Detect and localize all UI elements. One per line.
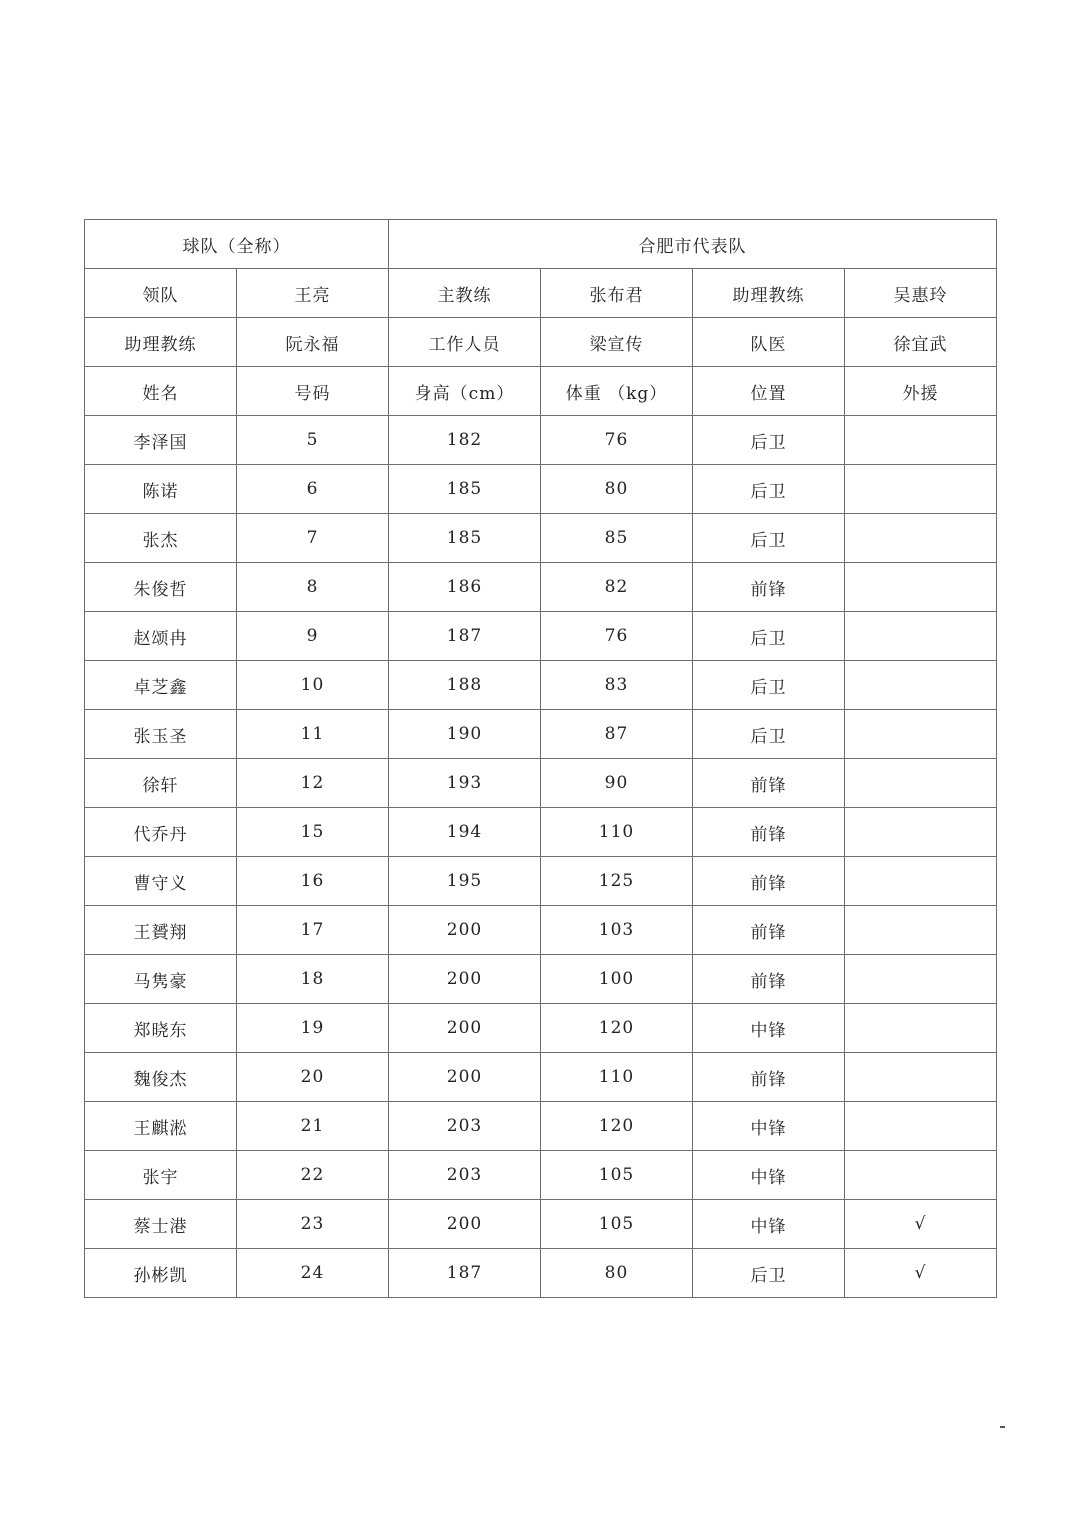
player-name: 蔡士港 <box>85 1200 237 1249</box>
player-name: 张宇 <box>85 1151 237 1200</box>
player-foreign-flag <box>845 1151 997 1200</box>
player-name: 郑晓东 <box>85 1004 237 1053</box>
player-weight: 80 <box>541 1249 693 1298</box>
player-number: 8 <box>237 563 389 612</box>
player-height: 193 <box>389 759 541 808</box>
player-weight: 100 <box>541 955 693 1004</box>
player-height: 200 <box>389 906 541 955</box>
player-position: 后卫 <box>693 1249 845 1298</box>
player-foreign-flag <box>845 465 997 514</box>
player-height: 194 <box>389 808 541 857</box>
player-name: 朱俊哲 <box>85 563 237 612</box>
table-row <box>85 1053 997 1102</box>
player-weight: 76 <box>541 612 693 661</box>
player-weight: 90 <box>541 759 693 808</box>
player-number: 22 <box>237 1151 389 1200</box>
player-name: 王麒淞 <box>85 1102 237 1151</box>
header-height: 身高（cm） <box>389 367 541 416</box>
table-row <box>85 857 997 906</box>
table-row <box>85 563 997 612</box>
player-foreign-flag <box>845 857 997 906</box>
player-name: 王贇翔 <box>85 906 237 955</box>
player-number: 9 <box>237 612 389 661</box>
player-position: 后卫 <box>693 710 845 759</box>
player-position: 后卫 <box>693 514 845 563</box>
player-weight: 87 <box>541 710 693 759</box>
player-position: 后卫 <box>693 661 845 710</box>
table-row <box>85 759 997 808</box>
table-row <box>85 1249 997 1298</box>
player-number: 19 <box>237 1004 389 1053</box>
head-coach-value: 张布君 <box>541 269 693 318</box>
player-position: 中锋 <box>693 1102 845 1151</box>
leader-value: 王亮 <box>237 269 389 318</box>
player-number: 24 <box>237 1249 389 1298</box>
player-weight: 80 <box>541 465 693 514</box>
table-row <box>85 1200 997 1249</box>
column-header-row <box>85 367 997 416</box>
player-height: 200 <box>389 955 541 1004</box>
assistant-coach-label: 助理教练 <box>693 269 845 318</box>
staff-label: 工作人员 <box>389 318 541 367</box>
player-foreign-flag <box>845 759 997 808</box>
player-weight: 82 <box>541 563 693 612</box>
player-weight: 85 <box>541 514 693 563</box>
leader-label: 领队 <box>85 269 237 318</box>
player-weight: 120 <box>541 1102 693 1151</box>
player-foreign-flag <box>845 563 997 612</box>
player-height: 200 <box>389 1053 541 1102</box>
table-row <box>85 1102 997 1151</box>
player-number: 6 <box>237 465 389 514</box>
player-height: 186 <box>389 563 541 612</box>
header-position: 位置 <box>693 367 845 416</box>
player-name: 曹守义 <box>85 857 237 906</box>
table-row <box>85 808 997 857</box>
staff-row-2 <box>85 318 997 367</box>
doctor-label: 队医 <box>693 318 845 367</box>
player-position: 前锋 <box>693 759 845 808</box>
player-foreign-flag: √ <box>845 1249 997 1298</box>
player-position: 后卫 <box>693 465 845 514</box>
player-number: 20 <box>237 1053 389 1102</box>
player-position: 中锋 <box>693 1004 845 1053</box>
player-foreign-flag: √ <box>845 1200 997 1249</box>
page-mark <box>1000 1426 1005 1428</box>
player-height: 203 <box>389 1102 541 1151</box>
player-number: 12 <box>237 759 389 808</box>
staff-value: 梁宣传 <box>541 318 693 367</box>
player-name: 徐轩 <box>85 759 237 808</box>
player-name: 孙彬凯 <box>85 1249 237 1298</box>
player-number: 21 <box>237 1102 389 1151</box>
player-weight: 110 <box>541 1053 693 1102</box>
player-number: 15 <box>237 808 389 857</box>
player-height: 188 <box>389 661 541 710</box>
player-height: 185 <box>389 514 541 563</box>
head-coach-label: 主教练 <box>389 269 541 318</box>
player-foreign-flag <box>845 416 997 465</box>
table-row <box>85 710 997 759</box>
player-position: 中锋 <box>693 1200 845 1249</box>
player-number: 10 <box>237 661 389 710</box>
player-foreign-flag <box>845 1102 997 1151</box>
player-height: 182 <box>389 416 541 465</box>
player-height: 200 <box>389 1004 541 1053</box>
player-weight: 105 <box>541 1200 693 1249</box>
player-name: 陈诺 <box>85 465 237 514</box>
header-name: 姓名 <box>85 367 237 416</box>
player-name: 张玉圣 <box>85 710 237 759</box>
player-weight: 110 <box>541 808 693 857</box>
player-number: 18 <box>237 955 389 1004</box>
player-position: 后卫 <box>693 612 845 661</box>
doctor-value: 徐宜武 <box>845 318 997 367</box>
player-number: 11 <box>237 710 389 759</box>
player-foreign-flag <box>845 661 997 710</box>
table-row <box>85 1004 997 1053</box>
player-name: 代乔丹 <box>85 808 237 857</box>
player-position: 前锋 <box>693 563 845 612</box>
table-row <box>85 661 997 710</box>
player-weight: 103 <box>541 906 693 955</box>
assistant-coach-label: 助理教练 <box>85 318 237 367</box>
player-foreign-flag <box>845 1053 997 1102</box>
assistant-coach-value: 吴惠玲 <box>845 269 997 318</box>
player-position: 中锋 <box>693 1151 845 1200</box>
player-height: 200 <box>389 1200 541 1249</box>
header-foreign: 外援 <box>845 367 997 416</box>
player-number: 5 <box>237 416 389 465</box>
table-row <box>85 612 997 661</box>
table-row <box>85 955 997 1004</box>
table-row <box>85 416 997 465</box>
player-number: 16 <box>237 857 389 906</box>
player-foreign-flag <box>845 612 997 661</box>
player-weight: 83 <box>541 661 693 710</box>
table-row <box>85 906 997 955</box>
player-foreign-flag <box>845 808 997 857</box>
table-row <box>85 1151 997 1200</box>
player-foreign-flag <box>845 906 997 955</box>
table-row <box>85 514 997 563</box>
player-height: 190 <box>389 710 541 759</box>
player-weight: 76 <box>541 416 693 465</box>
player-foreign-flag <box>845 710 997 759</box>
player-name: 魏俊杰 <box>85 1053 237 1102</box>
player-name: 张杰 <box>85 514 237 563</box>
player-name: 李泽国 <box>85 416 237 465</box>
player-weight: 105 <box>541 1151 693 1200</box>
player-position: 前锋 <box>693 808 845 857</box>
player-number: 7 <box>237 514 389 563</box>
team-label: 球队（全称） <box>85 220 389 269</box>
staff-row-1 <box>85 269 997 318</box>
player-position: 前锋 <box>693 906 845 955</box>
player-foreign-flag <box>845 1004 997 1053</box>
player-position: 前锋 <box>693 955 845 1004</box>
team-roster-table <box>84 219 997 1298</box>
header-weight: 体重 （kg） <box>541 367 693 416</box>
header-number: 号码 <box>237 367 389 416</box>
team-name-row <box>85 220 997 269</box>
player-position: 前锋 <box>693 1053 845 1102</box>
player-number: 17 <box>237 906 389 955</box>
player-height: 203 <box>389 1151 541 1200</box>
player-height: 195 <box>389 857 541 906</box>
table-row <box>85 465 997 514</box>
player-weight: 125 <box>541 857 693 906</box>
player-foreign-flag <box>845 514 997 563</box>
player-number: 23 <box>237 1200 389 1249</box>
player-foreign-flag <box>845 955 997 1004</box>
player-name: 赵颂冉 <box>85 612 237 661</box>
player-height: 185 <box>389 465 541 514</box>
assistant-coach-value: 阮永福 <box>237 318 389 367</box>
player-name: 卓芝鑫 <box>85 661 237 710</box>
player-height: 187 <box>389 612 541 661</box>
player-name: 马隽豪 <box>85 955 237 1004</box>
player-position: 前锋 <box>693 857 845 906</box>
player-height: 187 <box>389 1249 541 1298</box>
team-name: 合肥市代表队 <box>389 220 997 269</box>
player-weight: 120 <box>541 1004 693 1053</box>
player-position: 后卫 <box>693 416 845 465</box>
